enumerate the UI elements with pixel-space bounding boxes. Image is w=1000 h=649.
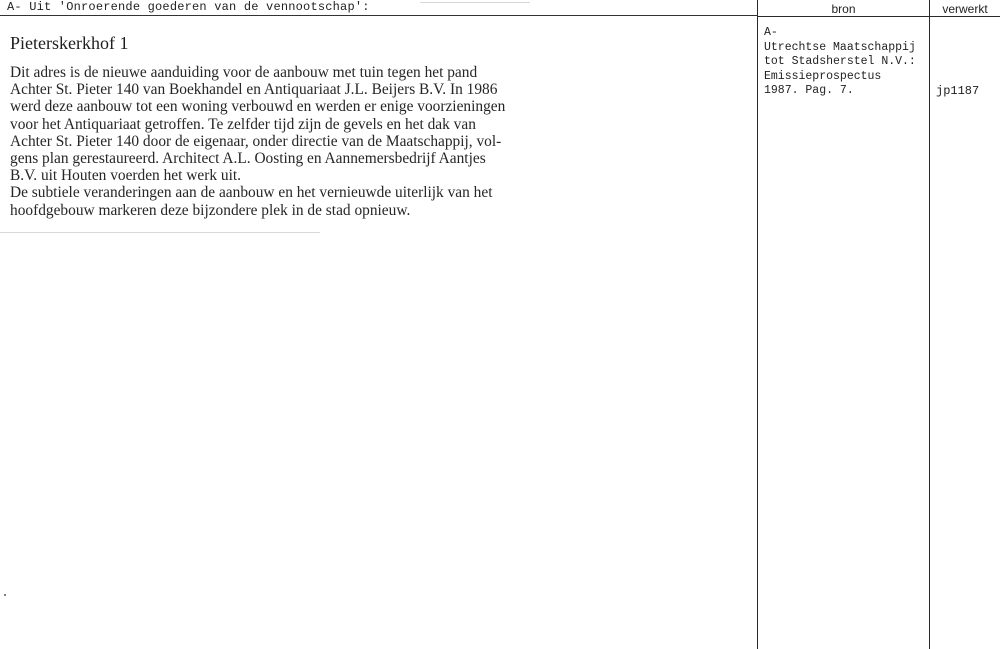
article-body bbox=[10, 64, 570, 219]
faint-rule bbox=[420, 2, 530, 3]
article-line: werd deze aanbouw tot een woning verbouwd en werden er enige voorzieningen bbox=[10, 98, 506, 116]
bron-line: 1987. Pag. 7. bbox=[764, 84, 854, 97]
faint-rule bbox=[0, 232, 320, 233]
bron-line: tot Stadsherstel N.V.: bbox=[764, 55, 916, 68]
bron-line: Utrechtse Maatschappij bbox=[764, 40, 916, 54]
source-line: A- Uit 'Onroerende goederen van de vennootschap': bbox=[7, 0, 370, 14]
article-line: B.V. uit Houten voerden het werk uit. bbox=[10, 167, 241, 185]
verwerkt-column-header: verwerkt bbox=[942, 2, 988, 16]
article-line: Achter St. Pieter 140 van Boekhandel en Antiquariaat J.L. Beijers B.V. In 1986 bbox=[10, 81, 498, 99]
article-line: Dit adres is de nieuwe aanduiding voor de aanbouw met tuin tegen het pand bbox=[10, 64, 478, 81]
column-divider-left bbox=[757, 0, 758, 649]
top-rule bbox=[0, 15, 757, 16]
scan-speck bbox=[4, 594, 6, 596]
column-header-rule bbox=[757, 16, 1000, 17]
page-title: Pieterskerkhof 1 bbox=[10, 33, 129, 53]
article-line: hoofdgebouw markeren deze bijzondere plek in de stad opnieuw. bbox=[10, 201, 411, 219]
bron-line: Emissieprospectus bbox=[764, 69, 882, 83]
bron-entry bbox=[764, 26, 930, 99]
bron-column-header: bron bbox=[831, 2, 856, 16]
article-line: gens plan gerestaureerd. Architect A.L. Oosting en Aannemersbedrijf Aantjes bbox=[10, 150, 486, 168]
article-line: De subtiele veranderingen aan de aanbouw en het vernieuwde uiterlijk van het bbox=[10, 184, 493, 202]
article-line: voor het Antiquariaat getroffen. Te zelfder tijd zijn de gevels en het dak van bbox=[10, 115, 476, 133]
article-line: Achter St. Pieter 140 door de eigenaar, onder directie van de Maatschappij, vol- bbox=[10, 132, 502, 150]
verwerkt-code: jp1187 bbox=[936, 84, 980, 98]
bron-line: A- bbox=[764, 26, 778, 39]
